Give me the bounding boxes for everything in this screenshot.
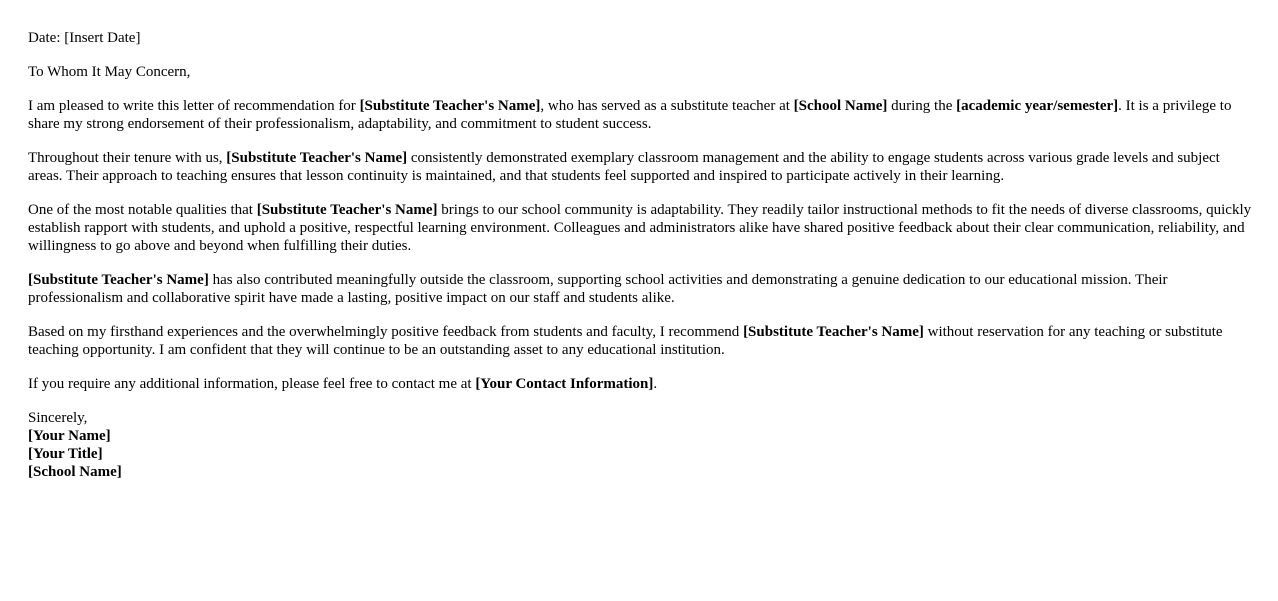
date-text: Date: [Insert Date]: [28, 30, 141, 46]
date-line: [28, 29, 1258, 47]
signer-title-placeholder: [Your Title]: [28, 446, 103, 462]
adaptability-text-2: brings to our school community is adaptability. They readily tailor instructional methods to fit the needs of diverse classrooms, quickly establish rapport with students, and uphold a positive, respectful learning environment. Colleagues and administrators alike have shared positive feedback about their clear communication, reliability, and willingness to go above and beyond when fulfilling their duties.: [28, 202, 1252, 254]
teacher-name-placeholder: [Substitute Teacher's Name]: [359, 98, 541, 114]
tenure-text-1: Throughout their tenure with us,: [28, 150, 227, 166]
contributions-text-1: has also contributed meaningfully outside the classroom, supporting school activities and demonstrating a genuine dedication to our educational mission. Their professionalism and collaborative spirit have made a lasting, positive impact on our staff and students alike.: [28, 272, 1168, 306]
signer-school-placeholder: [School Name]: [28, 464, 122, 480]
paragraph-adaptability: [28, 201, 1258, 255]
contact-text-1: If you require any additional information, please feel free to contact me at: [28, 376, 476, 392]
contact-text-2: .: [653, 376, 658, 392]
letter-body: [28, 29, 1258, 481]
paragraph-recommendation: [28, 323, 1258, 359]
paragraph-introduction: [28, 97, 1258, 133]
contact-info-placeholder: [Your Contact Information]: [475, 376, 654, 392]
academic-period-placeholder: [academic year/semester]: [956, 98, 1119, 114]
paragraph-contact: [28, 375, 1258, 393]
paragraph-tenure: [28, 149, 1258, 185]
paragraph-contributions: [28, 271, 1258, 307]
salutation: To Whom It May Concern,: [28, 64, 191, 80]
adaptability-text-1: One of the most notable qualities that: [28, 202, 257, 218]
teacher-name-placeholder: [Substitute Teacher's Name]: [226, 150, 408, 166]
intro-text-1: I am pleased to write this letter of recommendation for: [28, 98, 360, 114]
intro-text-2: , who has served as a substitute teacher at: [540, 98, 794, 114]
tenure-text-2: consistently demonstrated exemplary classroom management and the ability to engage students across various grade levels and subject areas. Their approach to teaching ensures that lesson continuity is maintained, and that students feel supported and inspired to participate actively in their learning.: [28, 150, 1220, 184]
signer-name-placeholder: [Your Name]: [28, 428, 111, 444]
teacher-name-placeholder: [Substitute Teacher's Name]: [28, 272, 209, 288]
intro-text-3: during the: [887, 98, 957, 114]
recommendation-text-2: without reservation for any teaching or substitute teaching opportunity. I am confident that they will continue to be an outstanding asset to any educational institution.: [28, 324, 1223, 358]
intro-text-4: . It is a privilege to share my strong endorsement of their professionalism, adaptability, and commitment to student success.: [28, 98, 1232, 132]
school-name-placeholder: [School Name]: [793, 98, 888, 114]
recommendation-text-1: Based on my firsthand experiences and the overwhelmingly positive feedback from students and faculty, I recommend: [28, 324, 744, 340]
teacher-name-placeholder: [Substitute Teacher's Name]: [743, 324, 924, 340]
signature-block: [28, 409, 1258, 481]
closing: Sincerely,: [28, 410, 88, 426]
teacher-name-placeholder: [Substitute Teacher's Name]: [256, 202, 438, 218]
